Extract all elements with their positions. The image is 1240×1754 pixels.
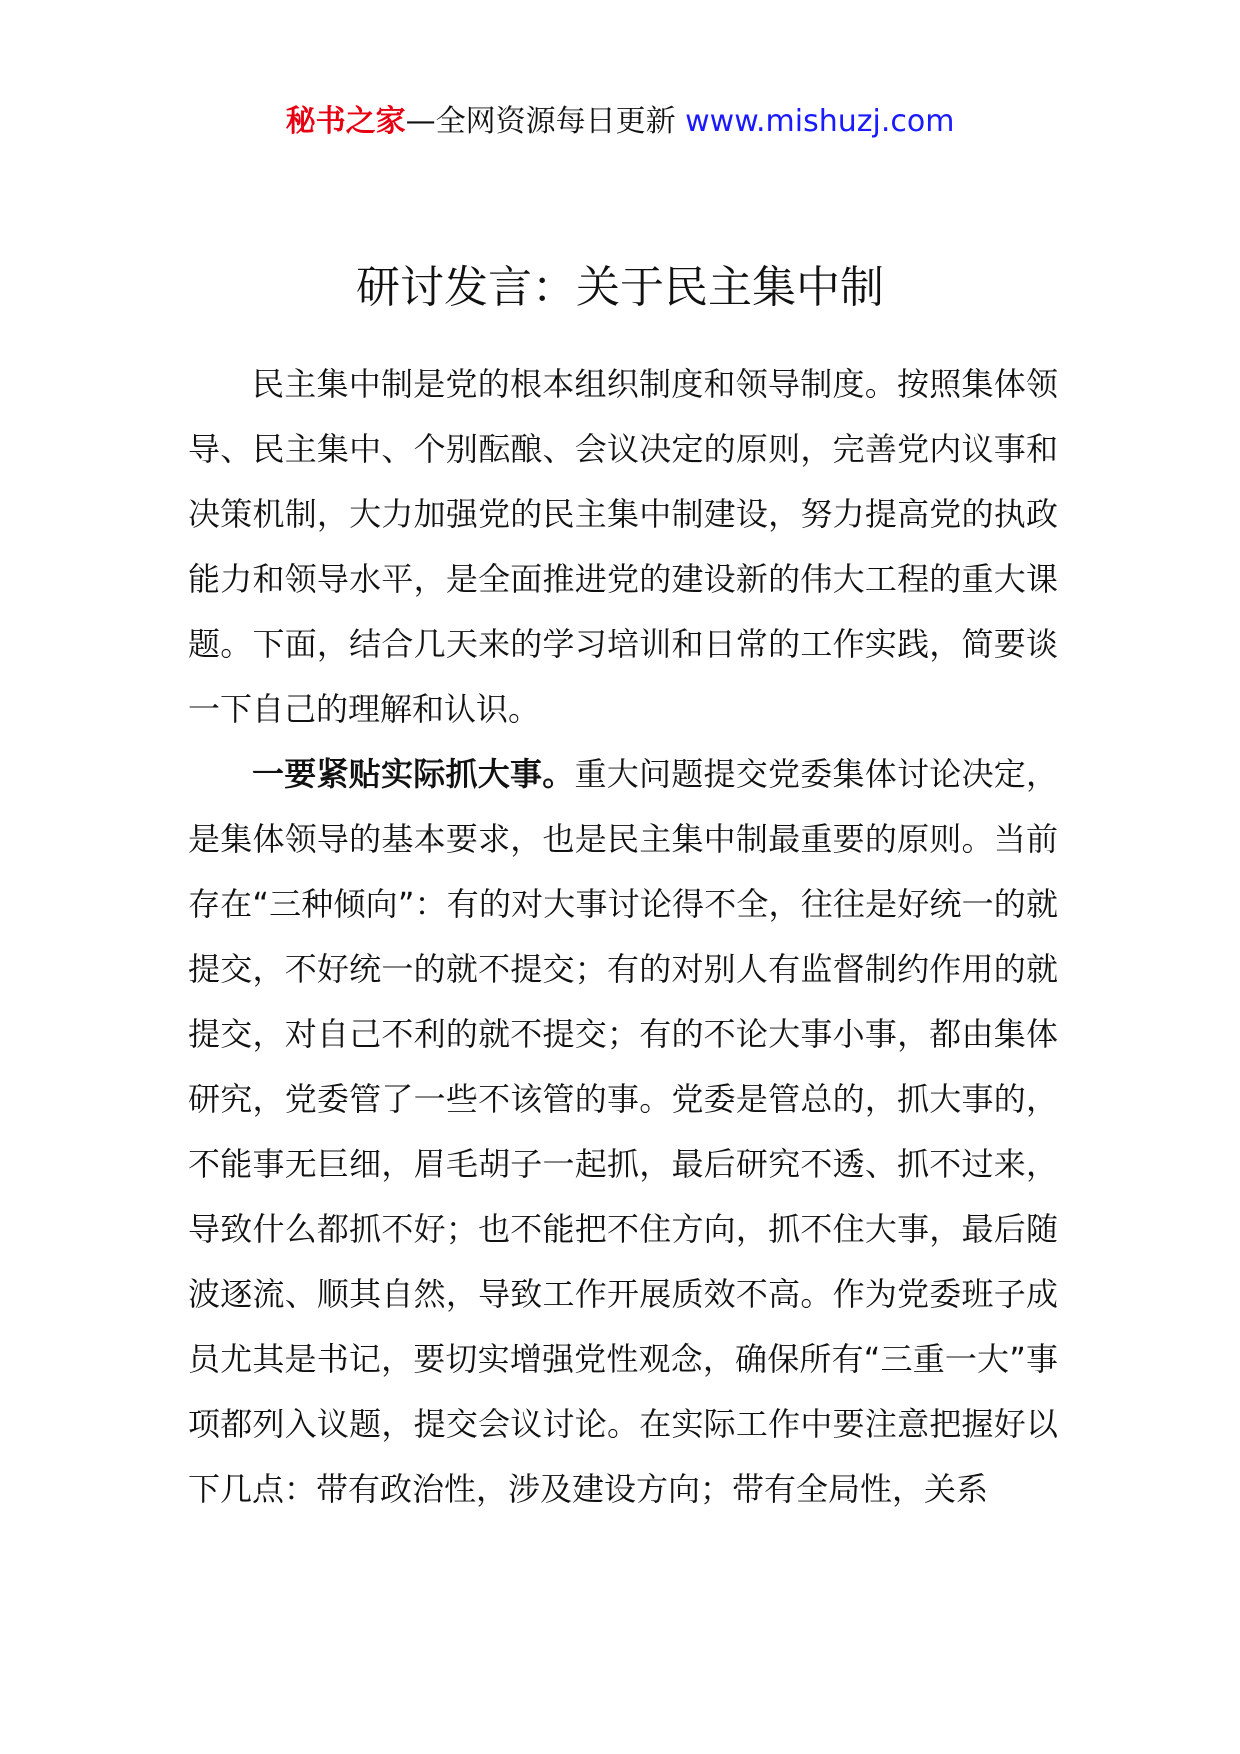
- site-header: [0, 100, 1240, 144]
- paragraph-point-one: [188, 742, 1058, 1522]
- paragraph-lead: 一要紧贴实际抓大事。: [252, 755, 575, 793]
- site-url-link[interactable]: www.mishuzj.com: [685, 104, 955, 139]
- site-tagline: —全网资源每日更新: [405, 104, 686, 139]
- paragraph-intro: [188, 352, 1058, 742]
- document-body: [188, 352, 1058, 1522]
- paragraph-text: 重大问题提交党委集体讨论决定，是集体领导的基本要求，也是民主集中制最重要的原则。当前存在“三种倾向”：有的对大事讨论得不全，往往是好统一的就提交，不好统一的就不提交；有的对别人有监督制约作用的就提交，对自己不利的就不提交；有的不论大事小事，都由集体研究，党委管了一些不该管的事。党委是管总的，抓大事的，不能事无巨细，眉毛胡子一起抓，最后研究不透、抓不过来，导致什么都抓不好；也不能把不住方向，抓不住大事，最后随波逐流、顺其自然，导致工作开展质效不高。作为党委班子成员尤其是书记，要切实增强党性观念，确保所有“三重一大”事项都列入议题，提交会议讨论。在实际工作中要注意把握好以下几点：带有政治性，涉及建设方向；带有全局性，关系: [188, 755, 1058, 1508]
- site-brand: 秘书之家: [285, 104, 406, 139]
- paragraph-text: 民主集中制是党的根本组织制度和领导制度。按照集体领导、民主集中、个别酝酿、会议决定的原则，完善党内议事和决策机制，大力加强党的民主集中制建设，努力提高党的执政能力和领导水平，是全面推进党的建设新的伟大工程的重大课题。下面，结合几天来的学习培训和日常的工作实践，简要谈一下自己的理解和认识。: [188, 365, 1058, 728]
- document-title: 研讨发言：关于民主集中制: [356, 262, 884, 313]
